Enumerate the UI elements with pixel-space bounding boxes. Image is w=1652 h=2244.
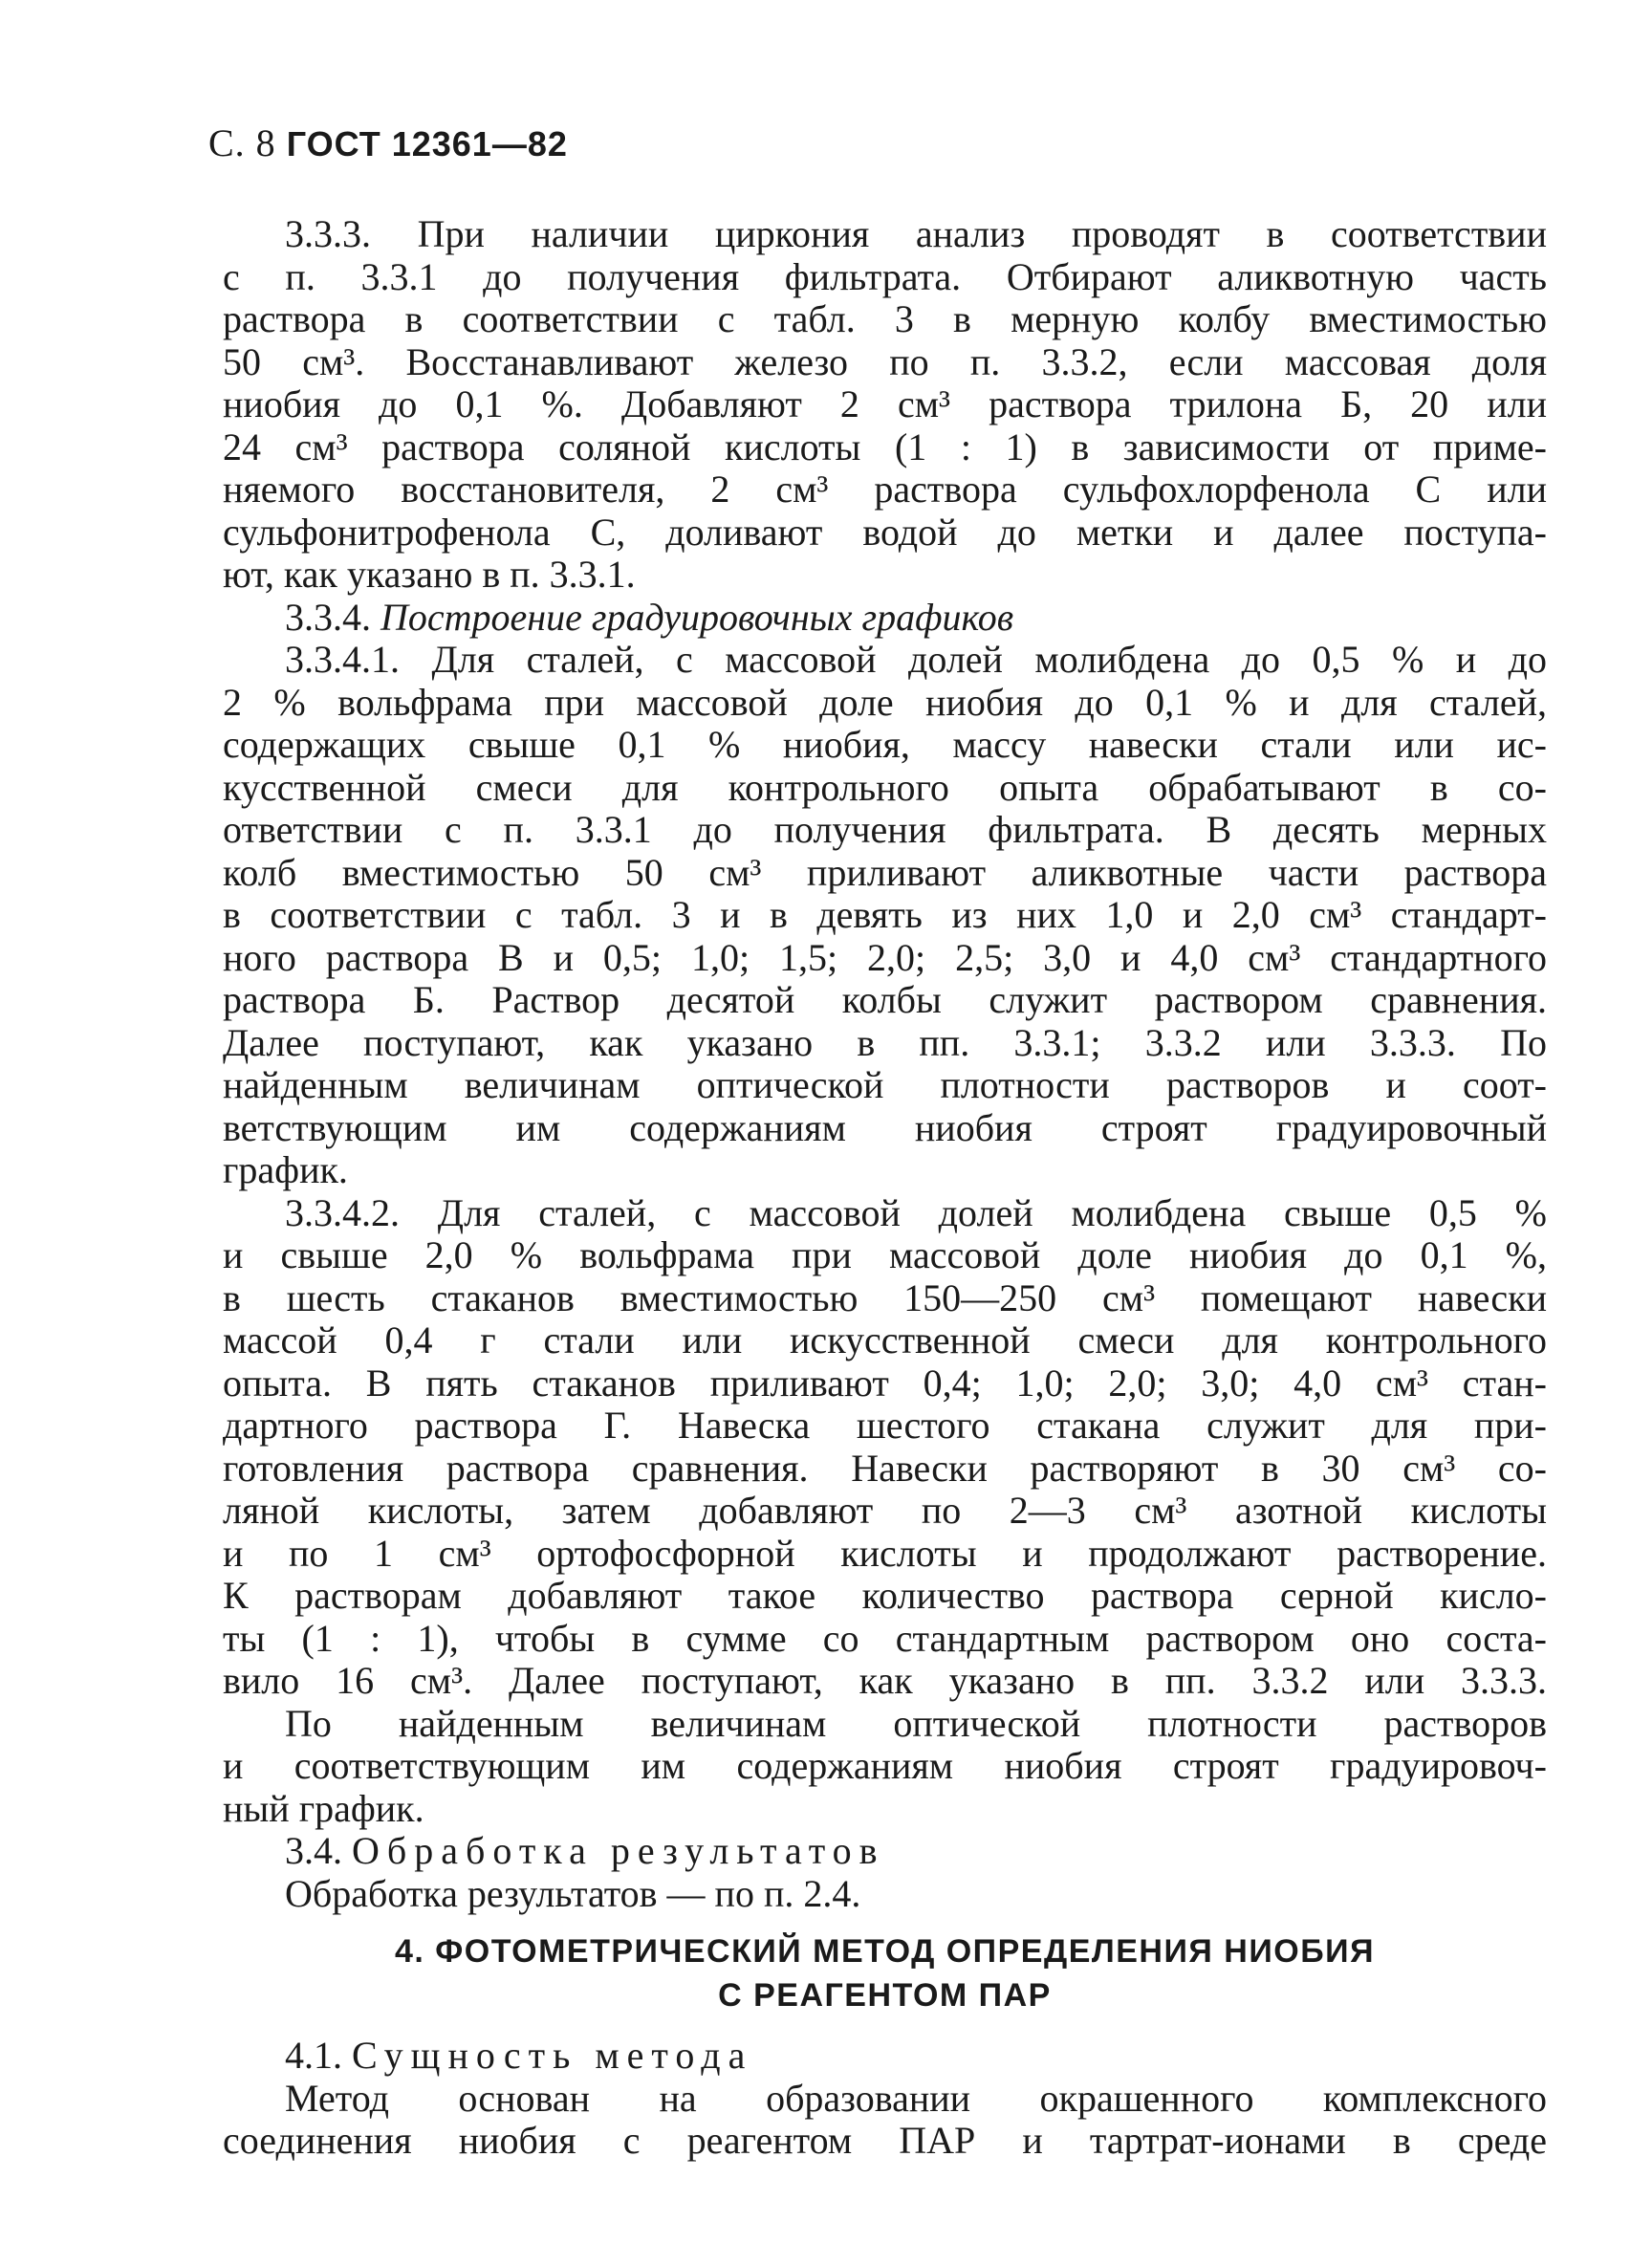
subsection-title: Сущность метода: [352, 2034, 753, 2077]
section-4-title: [223, 1929, 1547, 2017]
page-header: [208, 120, 568, 165]
text-line: ют, как указано в п. 3.3.1.: [223, 553, 636, 596]
text-line: 50 см³. Восстанавливают железо по п. 3.3.2, если массовая доля: [223, 339, 1547, 383]
text-line: в соответствии с табл. 3 и в девять из них 1,0 и 2,0 см³ стандарт-: [223, 893, 1547, 936]
text-line: По найденным величинам оптической плотности растворов: [285, 1701, 1547, 1745]
paragraphs-3-3-4: [223, 639, 1547, 1915]
text-line: и свыше 2,0 % вольфрама при массовой доле ниобия до 0,1 %,: [223, 1233, 1547, 1276]
text-line: массой 0,4 г стали или искусственной смеси для контрольного: [223, 1318, 1547, 1362]
text-line: график.: [223, 1148, 348, 1191]
text-line: Обработка результатов — по п. 2.4.: [285, 1871, 861, 1915]
subsection-3-4-heading: [223, 1830, 1547, 1873]
text-line: Метод основан на образовании окрашенного комплексного: [285, 2076, 1547, 2120]
gost-number: ГОСТ 12361—82: [286, 124, 568, 163]
page-number: С. 8: [208, 121, 276, 164]
subsection-number: 4.1.: [285, 2034, 342, 2077]
text-line: раствора Б. Раствор десятой колбы служит раствором сравнения.: [223, 978, 1547, 1021]
text-line: найденным величинам оптической плотности растворов и соот-: [223, 1063, 1547, 1106]
text-line: ниобия до 0,1 %. Добавляют 2 см³ раствора трилона Б, 20 или: [223, 382, 1547, 425]
subsection-title: Построение градуировочных графиков: [380, 595, 1014, 639]
text-line: К растворам добавляют такое количество раствора серной кисло-: [223, 1574, 1547, 1617]
text-line: 24 см³ раствора соляной кислоты (1 : 1) в зависимости от приме-: [223, 425, 1547, 468]
subsection-4-1-heading: [223, 2035, 1547, 2078]
paragraph-4-1: [223, 2035, 1547, 2163]
text-line: ты (1 : 1), чтобы в сумме со стандартным раствором оно соста-: [223, 1616, 1547, 1660]
text-line: содержащих свыше 0,1 % ниобия, массу навески стали или ис-: [223, 723, 1547, 766]
text-line: колб вместимостью 50 см³ приливают аликвотные части раствора: [223, 850, 1547, 894]
text-line: в шесть стаканов вместимостью 150—250 см³ помещают навески: [223, 1275, 1547, 1319]
text-line: раствора в соответствии с табл. 3 в мерную колбу вместимостью: [223, 297, 1547, 340]
section-title-line: С РЕАГЕНТОМ ПАР: [718, 1977, 1052, 2014]
text-line: вило 16 см³. Далее поступают, как указано в пп. 3.3.2 или 3.3.3.: [223, 1659, 1547, 1702]
text-line: няемого восстановителя, 2 см³ раствора сульфохлорфенола С или: [223, 468, 1547, 511]
text-line: с п. 3.3.1 до получения фильтрата. Отбирают аликвотную часть: [223, 254, 1547, 298]
text-line: ный график.: [223, 1786, 424, 1830]
text-line: 3.3.3. При наличии циркония анализ проводят в соответствии: [285, 212, 1547, 255]
text-line: и по 1 см³ ортофосфорной кислоты и продолжают растворение.: [223, 1531, 1547, 1575]
text-line: ответствии с п. 3.3.1 до получения фильтрата. В десять мерных: [223, 808, 1547, 851]
text-line: сульфонитрофенола С, доливают водой до метки и далее поступа-: [223, 510, 1547, 554]
paragraph-3-3-3: [223, 213, 1547, 639]
text-line: соединения ниобия с реагентом ПАР и тартрат-ионами в среде: [223, 2119, 1547, 2162]
text-line: 3.3.4.1. Для сталей, с массовой долей молибдена до 0,5 % и до: [285, 638, 1547, 681]
text-line: дартного раствора Г. Навеска шестого стакана служит для при-: [223, 1404, 1547, 1447]
text-line: ветствующим им содержаниям ниобия строят градуировочный: [223, 1105, 1547, 1149]
text-line: готовления раствора сравнения. Навески растворяют в 30 см³ со-: [223, 1446, 1547, 1490]
text-line: опыта. В пять стаканов приливают 0,4; 1,0; 2,0; 3,0; 4,0 см³ стан-: [223, 1361, 1547, 1405]
subsection-number: 3.4.: [285, 1829, 342, 1872]
subsection-title: Обработка результатов: [352, 1829, 885, 1872]
text-line: и соответствующим им содержаниям ниобия строят градуировоч-: [223, 1744, 1547, 1787]
text-line: 2 % вольфрама при массовой доле ниобия до 0,1 % и для сталей,: [223, 680, 1547, 724]
text-line: 3.3.4.2. Для сталей, с массовой долей молибдена свыше 0,5 %: [285, 1190, 1547, 1234]
text-line: Далее поступают, как указано в пп. 3.3.1; 3.3.2 или 3.3.3. По: [223, 1020, 1547, 1064]
text-line: ного раствора В и 0,5; 1,0; 1,5; 2,0; 2,5; 3,0 и 4,0 см³ стандартного: [223, 935, 1547, 979]
text-line: ляной кислоты, затем добавляют по 2—3 см³ азотной кислоты: [223, 1489, 1547, 1532]
subsection-number: 3.3.4.: [285, 595, 371, 639]
subsection-3-3-4-heading: [223, 597, 1547, 640]
text-line: кусственной смеси для контрольного опыта обрабатывают в со-: [223, 765, 1547, 809]
section-title-line: 4. ФОТОМЕТРИЧЕСКИЙ МЕТОД ОПРЕДЕЛЕНИЯ НИОБИЯ: [394, 1933, 1376, 1970]
